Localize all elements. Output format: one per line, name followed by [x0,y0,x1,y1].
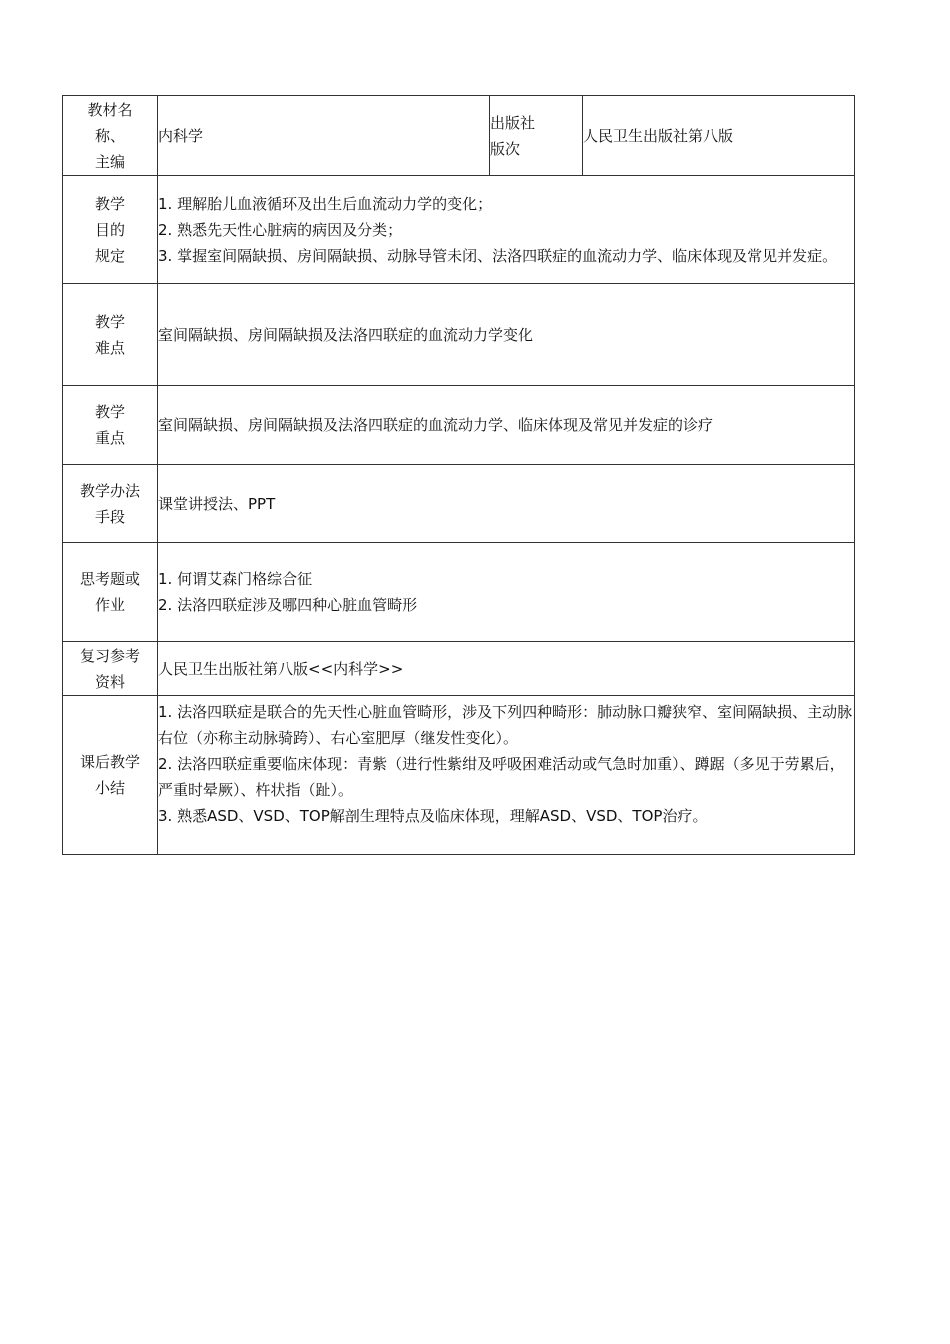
summary-item: 2. 法洛四联症重要临床体现：青紫（进行性紫绀及呼吸困难活动或气急时加重）、蹲踞（多见于劳累后，严重时晕厥）、杵状指（趾）。 [158,755,845,799]
row-references [63,642,855,696]
summary-item: 3. 熟悉ASD、VSD、TOP解剖生理特点及临床体现，理解ASD、VSD、TOP治疗。 [158,807,708,825]
difficulties-content: 室间隔缺损、房间隔缺损及法洛四联症的血流动力学变化 [158,284,855,386]
references-label: 复习参考 资料 [63,642,158,696]
homework-label: 思考题或 作业 [63,543,158,642]
row-homework [63,543,855,642]
references-content: 人民卫生出版社第八版<<内科学>> [158,642,855,696]
key-points-label: 教学 重点 [63,386,158,465]
objective-item: 2. 熟悉先天性心脏病的病因及分类； [158,220,403,239]
row-textbook [63,96,855,176]
textbook-value: 内科学 [158,96,490,176]
row-key-points [63,386,855,465]
lesson-plan-table [62,95,855,855]
methods-label: 教学办法 手段 [63,465,158,543]
homework-item: 1. 何谓艾森门格综合征 [158,570,313,588]
objectives-content [158,176,855,284]
row-summary [63,696,855,855]
key-points-content: 室间隔缺损、房间隔缺损及法洛四联症的血流动力学、临床体现及常见并发症的诊疗 [158,386,855,465]
difficulties-label: 教学 难点 [63,284,158,386]
objectives-label: 教学 目的 规定 [63,176,158,284]
summary-content [158,696,855,855]
summary-item: 1. 法洛四联症是联合的先天性心脏血管畸形，涉及下列四种畸形：肺动脉口瓣狭窄、室间隔缺损、主动脉右位（亦称主动脉骑跨）、右心室肥厚（继发性变化）。 [158,703,853,747]
homework-content [158,543,855,642]
row-objectives [63,176,855,284]
methods-content: 课堂讲授法、PPT [158,465,855,543]
row-difficulties [63,284,855,386]
publisher-value: 人民卫生出版社第八版 [583,96,855,176]
summary-label: 课后教学 小结 [63,696,158,855]
row-methods [63,465,855,543]
publisher-label: 出版社 版次 [490,96,583,176]
textbook-label: 教材名 称、 主编 [63,96,158,176]
objective-item: 1. 理解胎儿血液循环及出生后血流动力学的变化； [158,194,493,213]
homework-item: 2. 法洛四联症涉及哪四种心脏血管畸形 [158,596,418,614]
objective-item: 3. 掌握室间隔缺损、房间隔缺损、动脉导管未闭、法洛四联症的血流动力学、临床体现及常见并发症。 [158,246,838,265]
